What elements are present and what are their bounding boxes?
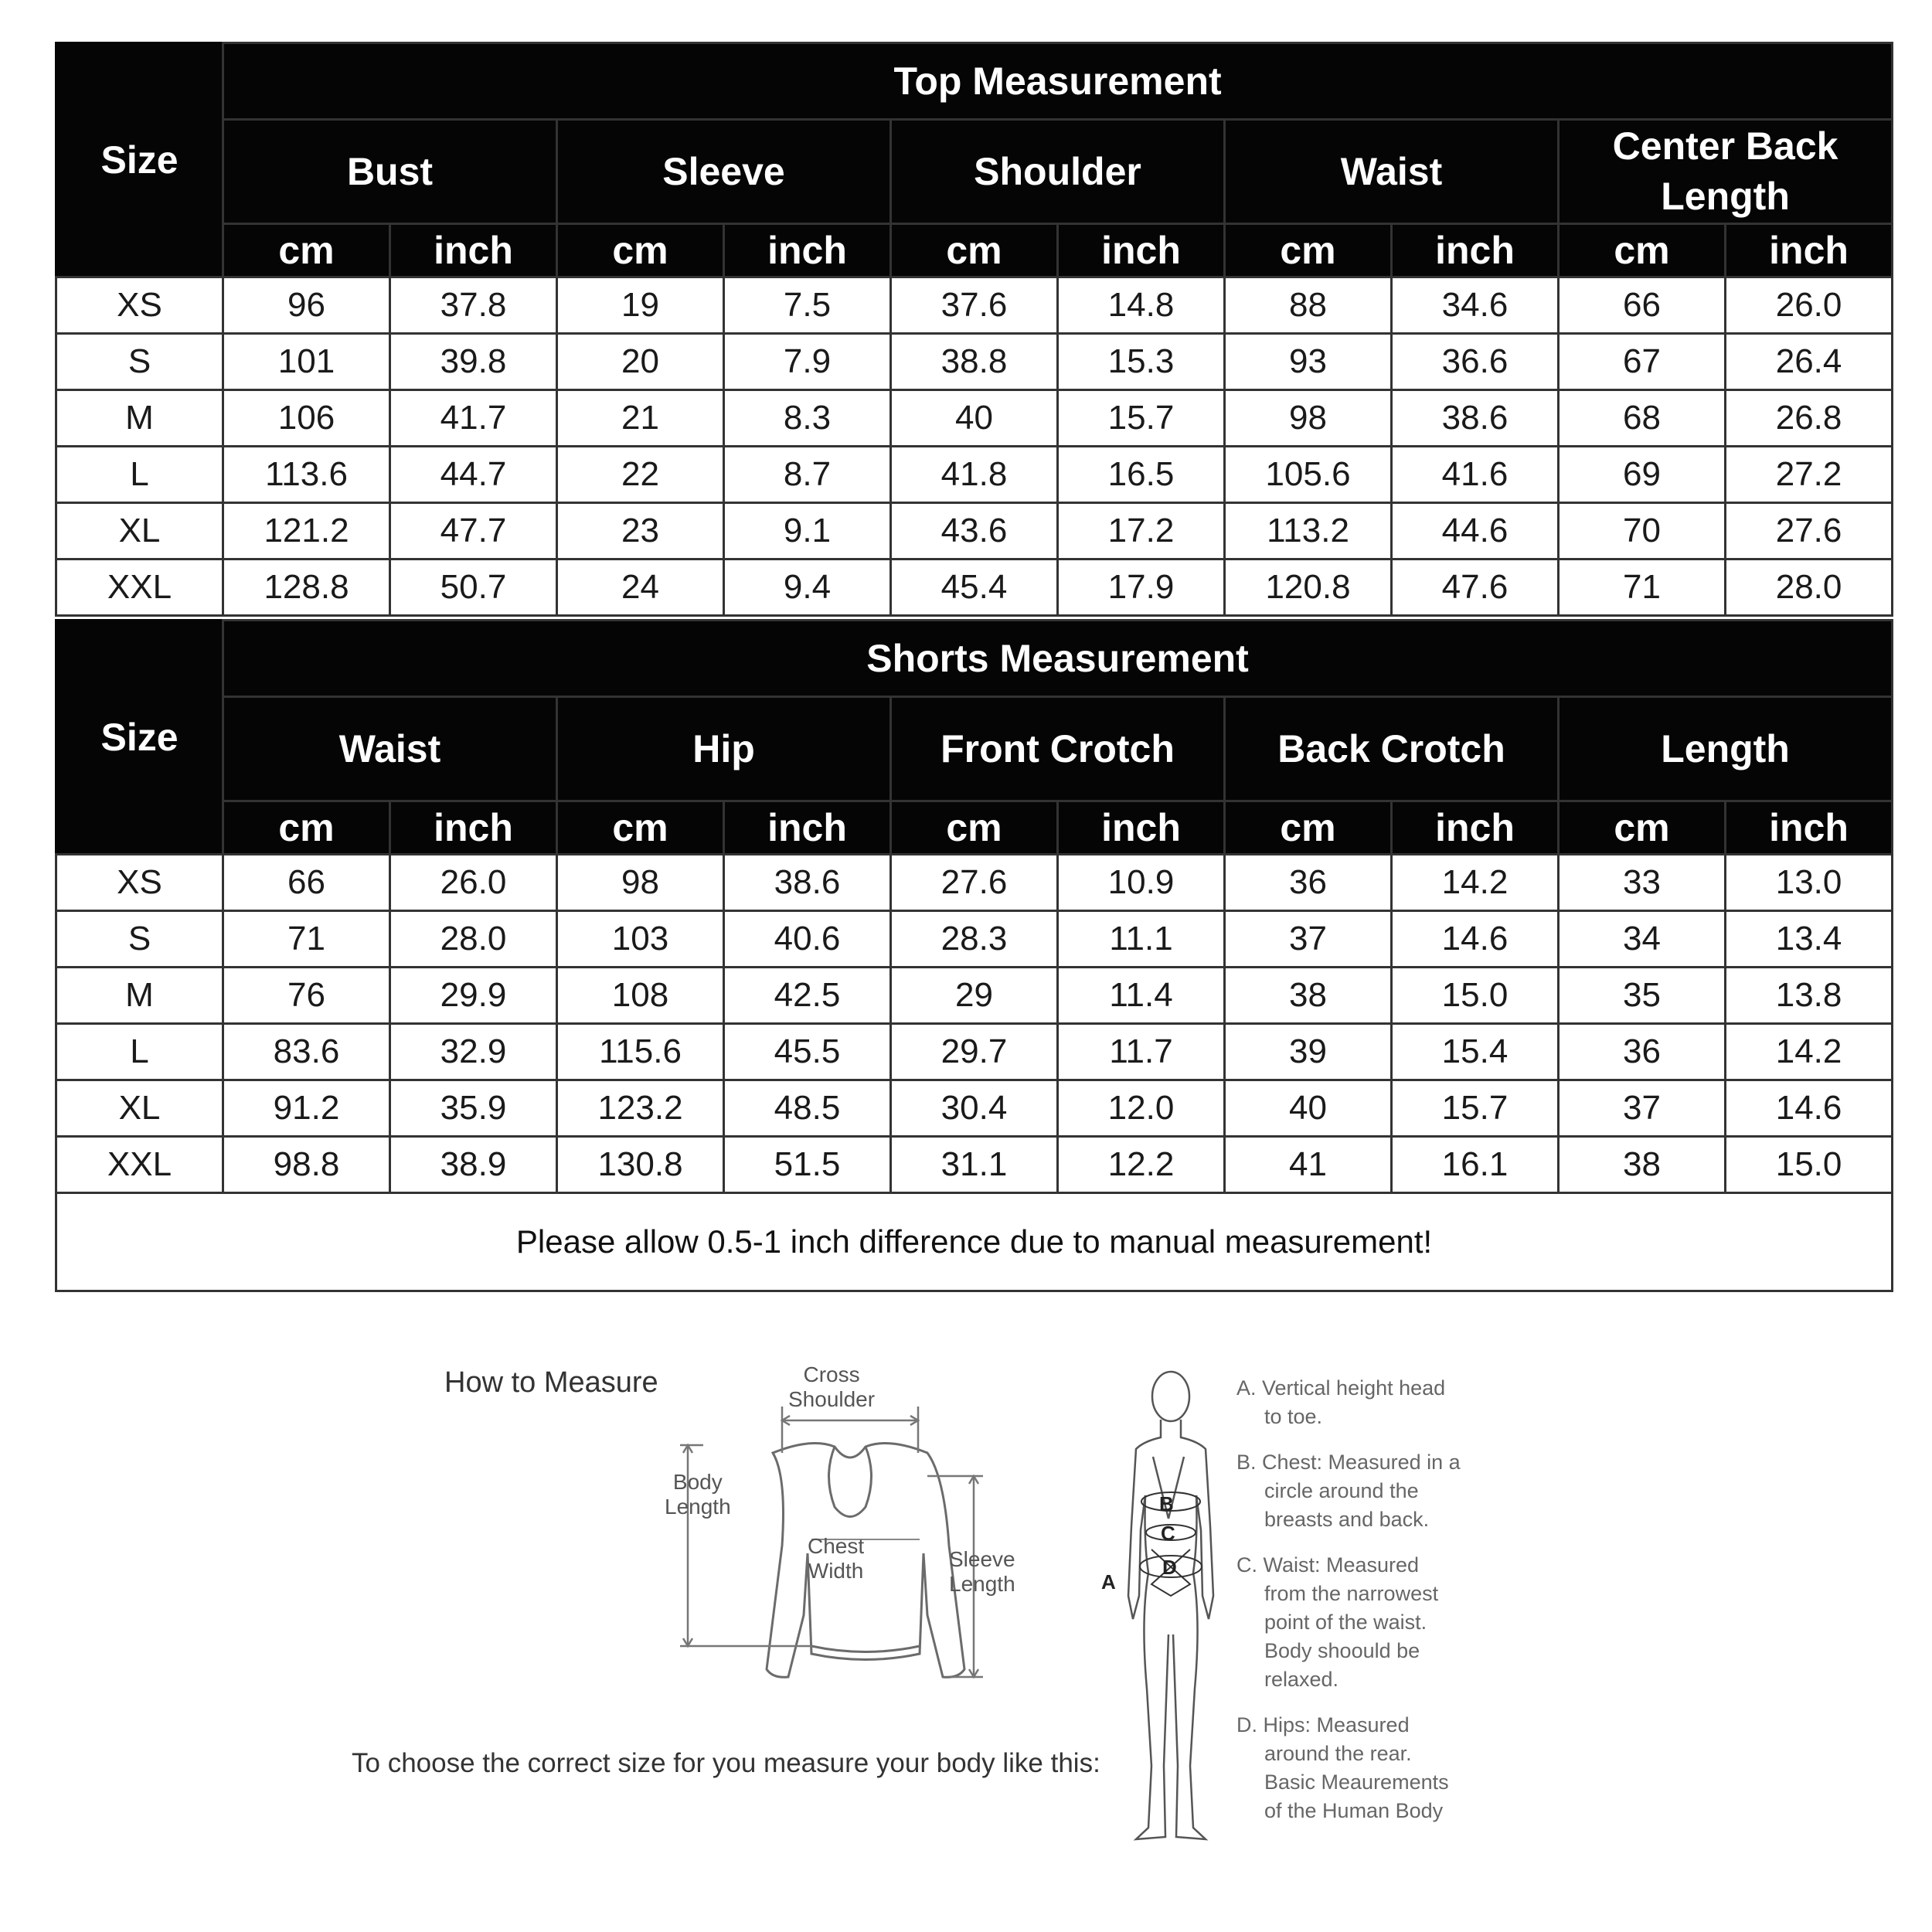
value-cell: 37 — [1225, 911, 1392, 968]
value-cell: 35.9 — [390, 1080, 557, 1137]
note-b: B. Chest: Measured in a circle around the breasts and back. — [1236, 1451, 1461, 1531]
value-cell: 66 — [223, 855, 390, 911]
chest-width-label: Chest Width — [808, 1534, 865, 1583]
size-cell: XL — [56, 503, 223, 560]
label-b: B — [1159, 1492, 1174, 1515]
value-cell: 34 — [1559, 911, 1726, 968]
size-cell: L — [56, 1024, 223, 1080]
value-cell: 23 — [557, 503, 724, 560]
size-header: Size — [56, 43, 223, 277]
value-cell: 91.2 — [223, 1080, 390, 1137]
table-row — [56, 560, 1893, 616]
measurement-note: Please allow 0.5-1 inch difference due to manual measurement! — [56, 1193, 1893, 1291]
value-cell: 98 — [557, 855, 724, 911]
label-a: A — [1101, 1570, 1116, 1594]
value-cell: 8.7 — [724, 447, 891, 503]
value-cell: 26.0 — [1726, 277, 1893, 334]
value-cell: 40 — [891, 390, 1058, 447]
table-row — [56, 277, 1893, 334]
value-cell: 9.4 — [724, 560, 891, 616]
value-cell: 26.0 — [390, 855, 557, 911]
note-a: A. Vertical height head to toe. — [1236, 1376, 1446, 1428]
value-cell: 15.4 — [1392, 1024, 1559, 1080]
value-cell: 48.5 — [724, 1080, 891, 1137]
size-cell: S — [56, 911, 223, 968]
value-cell: 36 — [1559, 1024, 1726, 1080]
value-cell: 35 — [1559, 968, 1726, 1024]
value-cell: 36.6 — [1392, 334, 1559, 390]
value-cell: 98.8 — [223, 1137, 390, 1193]
column-group-header: Waist — [223, 697, 557, 801]
value-cell: 93 — [1225, 334, 1392, 390]
unit-header: cm — [1225, 801, 1392, 855]
unit-header: inch — [724, 224, 891, 277]
value-cell: 14.2 — [1726, 1024, 1893, 1080]
value-cell: 14.2 — [1392, 855, 1559, 911]
value-cell: 39 — [1225, 1024, 1392, 1080]
value-cell: 7.5 — [724, 277, 891, 334]
value-cell: 120.8 — [1225, 560, 1392, 616]
shorts-measurement-table — [55, 619, 1893, 1292]
column-group-header: Bust — [223, 120, 557, 224]
cross-shoulder-label: Cross Shoulder — [788, 1362, 876, 1412]
value-cell: 33 — [1559, 855, 1726, 911]
value-cell: 37.6 — [891, 277, 1058, 334]
unit-header: inch — [1392, 801, 1559, 855]
unit-header: cm — [557, 224, 724, 277]
value-cell: 22 — [557, 447, 724, 503]
size-cell: M — [56, 968, 223, 1024]
value-cell: 17.2 — [1058, 503, 1225, 560]
value-cell: 28.3 — [891, 911, 1058, 968]
value-cell: 47.7 — [390, 503, 557, 560]
unit-header: cm — [557, 801, 724, 855]
unit-header: cm — [891, 224, 1058, 277]
value-cell: 12.2 — [1058, 1137, 1225, 1193]
column-group-header: Front Crotch — [891, 697, 1225, 801]
value-cell: 29.9 — [390, 968, 557, 1024]
value-cell: 11.7 — [1058, 1024, 1225, 1080]
value-cell: 20 — [557, 334, 724, 390]
value-cell: 41 — [1225, 1137, 1392, 1193]
top-measurement-table — [55, 42, 1893, 617]
sweater-outline — [767, 1444, 964, 1678]
value-cell: 27.6 — [891, 855, 1058, 911]
unit-header: cm — [1559, 224, 1726, 277]
value-cell: 11.1 — [1058, 911, 1225, 968]
value-cell: 19 — [557, 277, 724, 334]
value-cell: 83.6 — [223, 1024, 390, 1080]
value-cell: 8.3 — [724, 390, 891, 447]
value-cell: 13.0 — [1726, 855, 1893, 911]
unit-header: cm — [1559, 801, 1726, 855]
unit-header: inch — [1726, 801, 1893, 855]
size-cell: XXL — [56, 1137, 223, 1193]
value-cell: 47.6 — [1392, 560, 1559, 616]
unit-header: inch — [1392, 224, 1559, 277]
value-cell: 14.8 — [1058, 277, 1225, 334]
table-row — [56, 1080, 1893, 1137]
body-measurement-notes — [1236, 1374, 1492, 1842]
value-cell: 38.6 — [1392, 390, 1559, 447]
value-cell: 45.5 — [724, 1024, 891, 1080]
value-cell: 106 — [223, 390, 390, 447]
value-cell: 113.6 — [223, 447, 390, 503]
value-cell: 108 — [557, 968, 724, 1024]
column-group-header: Waist — [1225, 120, 1559, 224]
size-header: Size — [56, 621, 223, 855]
value-cell: 29.7 — [891, 1024, 1058, 1080]
value-cell: 67 — [1559, 334, 1726, 390]
column-group-header: Back Crotch — [1225, 697, 1559, 801]
value-cell: 101 — [223, 334, 390, 390]
value-cell: 24 — [557, 560, 724, 616]
value-cell: 123.2 — [557, 1080, 724, 1137]
value-cell: 39.8 — [390, 334, 557, 390]
unit-header: inch — [390, 801, 557, 855]
value-cell: 27.2 — [1726, 447, 1893, 503]
value-cell: 38.6 — [724, 855, 891, 911]
how-to-measure-title: How to Measure — [444, 1366, 658, 1399]
value-cell: 28.0 — [390, 911, 557, 968]
value-cell: 44.6 — [1392, 503, 1559, 560]
cross-shoulder-arrow — [782, 1406, 918, 1453]
value-cell: 29 — [891, 968, 1058, 1024]
value-cell: 38 — [1559, 1137, 1726, 1193]
value-cell: 10.9 — [1058, 855, 1225, 911]
table-row — [56, 968, 1893, 1024]
value-cell: 96 — [223, 277, 390, 334]
table-row — [56, 911, 1893, 968]
value-cell: 13.8 — [1726, 968, 1893, 1024]
value-cell: 14.6 — [1726, 1080, 1893, 1137]
shorts-table-title: Shorts Measurement — [223, 621, 1893, 697]
value-cell: 98 — [1225, 390, 1392, 447]
choose-size-instruction: To choose the correct size for you measure your body like this: — [352, 1748, 1100, 1778]
size-cell: XS — [56, 855, 223, 911]
table-row — [56, 855, 1893, 911]
table-row — [56, 334, 1893, 390]
size-cell: S — [56, 334, 223, 390]
value-cell: 38.8 — [891, 334, 1058, 390]
value-cell: 115.6 — [557, 1024, 724, 1080]
value-cell: 21 — [557, 390, 724, 447]
value-cell: 76 — [223, 968, 390, 1024]
human-body-outline — [1128, 1372, 1213, 1839]
value-cell: 16.1 — [1392, 1137, 1559, 1193]
value-cell: 37.8 — [390, 277, 557, 334]
value-cell: 12.0 — [1058, 1080, 1225, 1137]
unit-header: cm — [1225, 224, 1392, 277]
value-cell: 44.7 — [390, 447, 557, 503]
size-cell: XS — [56, 277, 223, 334]
value-cell: 50.7 — [390, 560, 557, 616]
value-cell: 42.5 — [724, 968, 891, 1024]
unit-header: inch — [390, 224, 557, 277]
size-cell: L — [56, 447, 223, 503]
unit-header: cm — [223, 801, 390, 855]
column-group-header: Sleeve — [557, 120, 891, 224]
value-cell: 113.2 — [1225, 503, 1392, 560]
label-d: D — [1162, 1556, 1177, 1579]
note-d: D. Hips: Measured around the rear. Basic Meaurements of the Human Body — [1236, 1713, 1449, 1822]
unit-header: cm — [891, 801, 1058, 855]
unit-header: cm — [223, 224, 390, 277]
note-c: C. Waist: Measured from the narrowest point of the waist. Body shoould be relaxed. — [1236, 1553, 1439, 1691]
value-cell: 130.8 — [557, 1137, 724, 1193]
value-cell: 71 — [223, 911, 390, 968]
top-table-title: Top Measurement — [223, 43, 1893, 120]
label-c: C — [1161, 1522, 1175, 1545]
value-cell: 71 — [1559, 560, 1726, 616]
value-cell: 66 — [1559, 277, 1726, 334]
table-row — [56, 1024, 1893, 1080]
value-cell: 105.6 — [1225, 447, 1392, 503]
value-cell: 103 — [557, 911, 724, 968]
table-row — [56, 1137, 1893, 1193]
column-group-header: Hip — [557, 697, 891, 801]
value-cell: 51.5 — [724, 1137, 891, 1193]
value-cell: 36 — [1225, 855, 1392, 911]
unit-header: inch — [724, 801, 891, 855]
value-cell: 26.4 — [1726, 334, 1893, 390]
value-cell: 15.7 — [1058, 390, 1225, 447]
table-row — [56, 390, 1893, 447]
value-cell: 34.6 — [1392, 277, 1559, 334]
value-cell: 13.4 — [1726, 911, 1893, 968]
column-group-header: Shoulder — [891, 120, 1225, 224]
size-cell: XL — [56, 1080, 223, 1137]
value-cell: 27.6 — [1726, 503, 1893, 560]
value-cell: 32.9 — [390, 1024, 557, 1080]
value-cell: 43.6 — [891, 503, 1058, 560]
value-cell: 41.8 — [891, 447, 1058, 503]
value-cell: 7.9 — [724, 334, 891, 390]
body-diagram — [1097, 1364, 1229, 1859]
value-cell: 15.7 — [1392, 1080, 1559, 1137]
value-cell: 38.9 — [390, 1137, 557, 1193]
value-cell: 28.0 — [1726, 560, 1893, 616]
value-cell: 68 — [1559, 390, 1726, 447]
table-row — [56, 503, 1893, 560]
value-cell: 121.2 — [223, 503, 390, 560]
value-cell: 70 — [1559, 503, 1726, 560]
value-cell: 41.7 — [390, 390, 557, 447]
unit-header: inch — [1726, 224, 1893, 277]
column-group-header: Center Back Length — [1559, 120, 1893, 224]
value-cell: 128.8 — [223, 560, 390, 616]
value-cell: 26.8 — [1726, 390, 1893, 447]
value-cell: 40.6 — [724, 911, 891, 968]
body-length-label: Body Length — [665, 1470, 731, 1519]
value-cell: 15.0 — [1392, 968, 1559, 1024]
value-cell: 15.3 — [1058, 334, 1225, 390]
size-cell: M — [56, 390, 223, 447]
value-cell: 11.4 — [1058, 968, 1225, 1024]
value-cell: 37 — [1559, 1080, 1726, 1137]
value-cell: 38 — [1225, 968, 1392, 1024]
value-cell: 17.9 — [1058, 560, 1225, 616]
size-cell: XXL — [56, 560, 223, 616]
value-cell: 14.6 — [1392, 911, 1559, 968]
value-cell: 45.4 — [891, 560, 1058, 616]
value-cell: 88 — [1225, 277, 1392, 334]
column-group-header: Length — [1559, 697, 1893, 801]
value-cell: 69 — [1559, 447, 1726, 503]
value-cell: 16.5 — [1058, 447, 1225, 503]
unit-header: inch — [1058, 801, 1225, 855]
value-cell: 41.6 — [1392, 447, 1559, 503]
unit-header: inch — [1058, 224, 1225, 277]
sleeve-length-label: Sleeve Length — [949, 1547, 1015, 1597]
value-cell: 15.0 — [1726, 1137, 1893, 1193]
value-cell: 9.1 — [724, 503, 891, 560]
table-row — [56, 447, 1893, 503]
value-cell: 40 — [1225, 1080, 1392, 1137]
value-cell: 31.1 — [891, 1137, 1058, 1193]
value-cell: 30.4 — [891, 1080, 1058, 1137]
